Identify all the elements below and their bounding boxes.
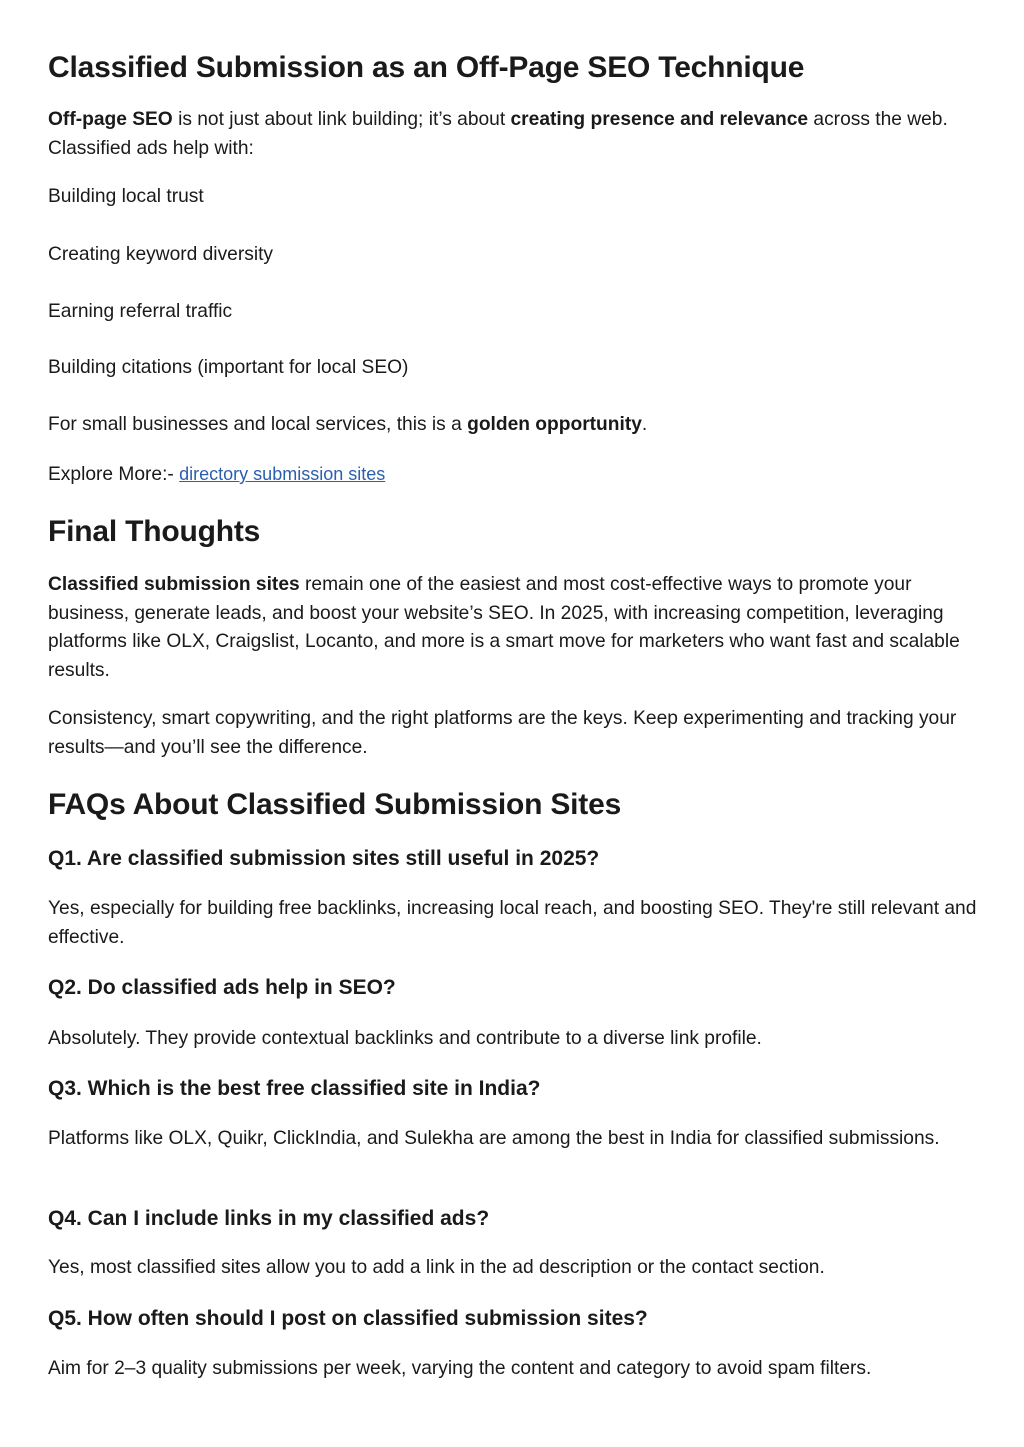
section-heading-offpage-seo: Classified Submission as an Off-Page SEO Technique [48,51,805,84]
faq-question: Q1. Are classified submission sites still useful in 2025? [48,847,600,870]
explore-more-line [48,460,988,490]
text: across the web. Classified ads help with: [48,109,948,159]
final-thoughts-paragraph-2: Consistency, smart copywriting, and the right platforms are the keys. Keep experimenting and tracking your results—and you’ll see the difference. [48,708,957,758]
faq-answer: Yes, especially for building free backlinks, increasing local reach, and boosting SEO. They're still relevant and effective. [48,898,977,948]
list-item: Earning referral traffic [48,301,233,322]
golden-opportunity-paragraph [48,411,988,440]
list-item: Creating keyword diversity [48,244,274,265]
bold-text: Classified submission sites [48,574,300,595]
directory-submission-sites-link[interactable]: directory submission sites [179,464,386,484]
bold-text: Off-page SEO [48,109,173,130]
text: is not just about link building; it’s about [172,109,511,130]
faq-answer: Aim for 2–3 quality submissions per week, varying the content and category to avoid spam filters. [48,1358,872,1379]
offpage-intro-paragraph [48,106,988,163]
list-item: Building citations (important for local SEO) [48,357,409,378]
faq-answer: Yes, most classified sites allow you to add a link in the ad description or the contact section. [48,1257,825,1278]
faq-answer: Platforms like OLX, Quikr, ClickIndia, and Sulekha are among the best in India for classified submissions. [48,1128,940,1149]
faq-answer: Absolutely. They provide contextual backlinks and contribute to a diverse link profile. [48,1028,762,1049]
faq-question: Q3. Which is the best free classified site in India? [48,1077,541,1100]
final-thoughts-paragraph-1 [48,571,988,685]
faq-question: Q5. How often should I post on classified submission sites? [48,1307,648,1330]
text: For small businesses and local services, this is a [48,414,468,435]
faq-question: Q2. Do classified ads help in SEO? [48,976,396,999]
faq-question: Q4. Can I include links in my classified ads? [48,1207,490,1230]
text: remain one of the easiest and most cost-effective ways to promote your business, generate leads, and boost your website’s SEO. In 2025, with increasing competition, leveraging platforms like OLX, Craigslist, Locanto, and more is a smart move for marketers who want fast and scalable results. [48,574,960,681]
list-item: Building local trust [48,186,204,207]
bold-text: golden opportunity [467,414,642,435]
explore-more-label: Explore More:- [48,464,180,485]
bold-text: creating presence and relevance [510,109,809,130]
section-heading-faqs: FAQs About Classified Submission Sites [48,788,622,821]
text: . [641,414,648,435]
section-heading-final-thoughts: Final Thoughts [48,515,261,548]
